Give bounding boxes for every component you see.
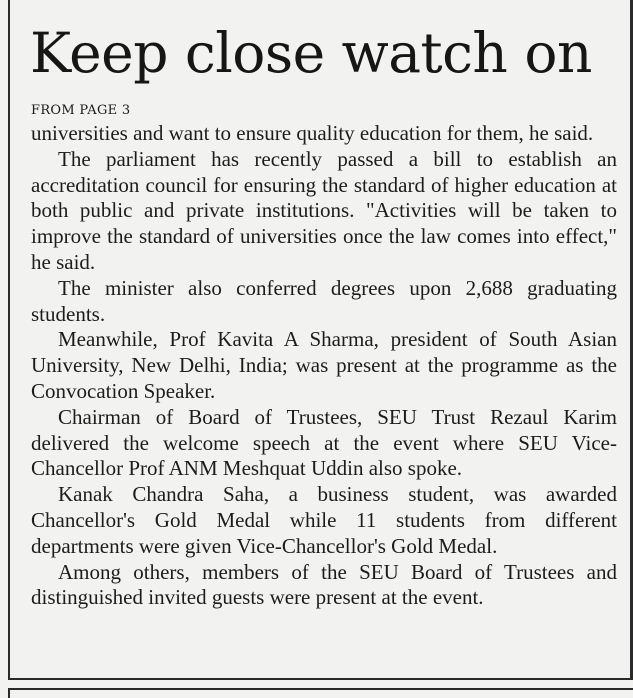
article-paragraph: Kanak Chandra Saha, a business student, was awarded Chancellor's Gold Medal while 11 students from different departments were given Vice-Chancellor's Gold Medal. <box>31 482 617 558</box>
article-body <box>31 121 617 611</box>
article-paragraph: Chairman of Board of Trustees, SEU Trust Rezaul Karim delivered the welcome speech at the event where SEU Vice-Chancellor Prof ANM Meshquat Uddin also spoke. <box>31 404 617 481</box>
article-paragraph: The parliament has recently passed a bill to establish an accreditation council for ensuring the standard of higher education at both public and private institutions. "Activities will be taken to improve the standard of universities once the law comes into effect," he said. <box>31 146 617 274</box>
next-article-border <box>8 688 633 698</box>
article-paragraph: Meanwhile, Prof Kavita A Sharma, president of South Asian University, New Delhi, India; was present at the programme as the Convocation Speaker. <box>31 327 617 403</box>
clipping-border-left <box>8 0 10 680</box>
continuation-label: FROM PAGE 3 <box>31 103 131 118</box>
article-paragraph: universities and want to ensure quality education for them, he said. <box>31 121 594 145</box>
article-paragraph: Among others, members of the SEU Board of Trustees and distinguished invited guests were present at the event. <box>31 559 617 610</box>
clipping-border-bottom <box>8 678 633 680</box>
article-headline: Keep close watch on <box>30 21 592 85</box>
article-paragraph: The minister also conferred degrees upon 2,688 graduating students. <box>31 275 617 326</box>
